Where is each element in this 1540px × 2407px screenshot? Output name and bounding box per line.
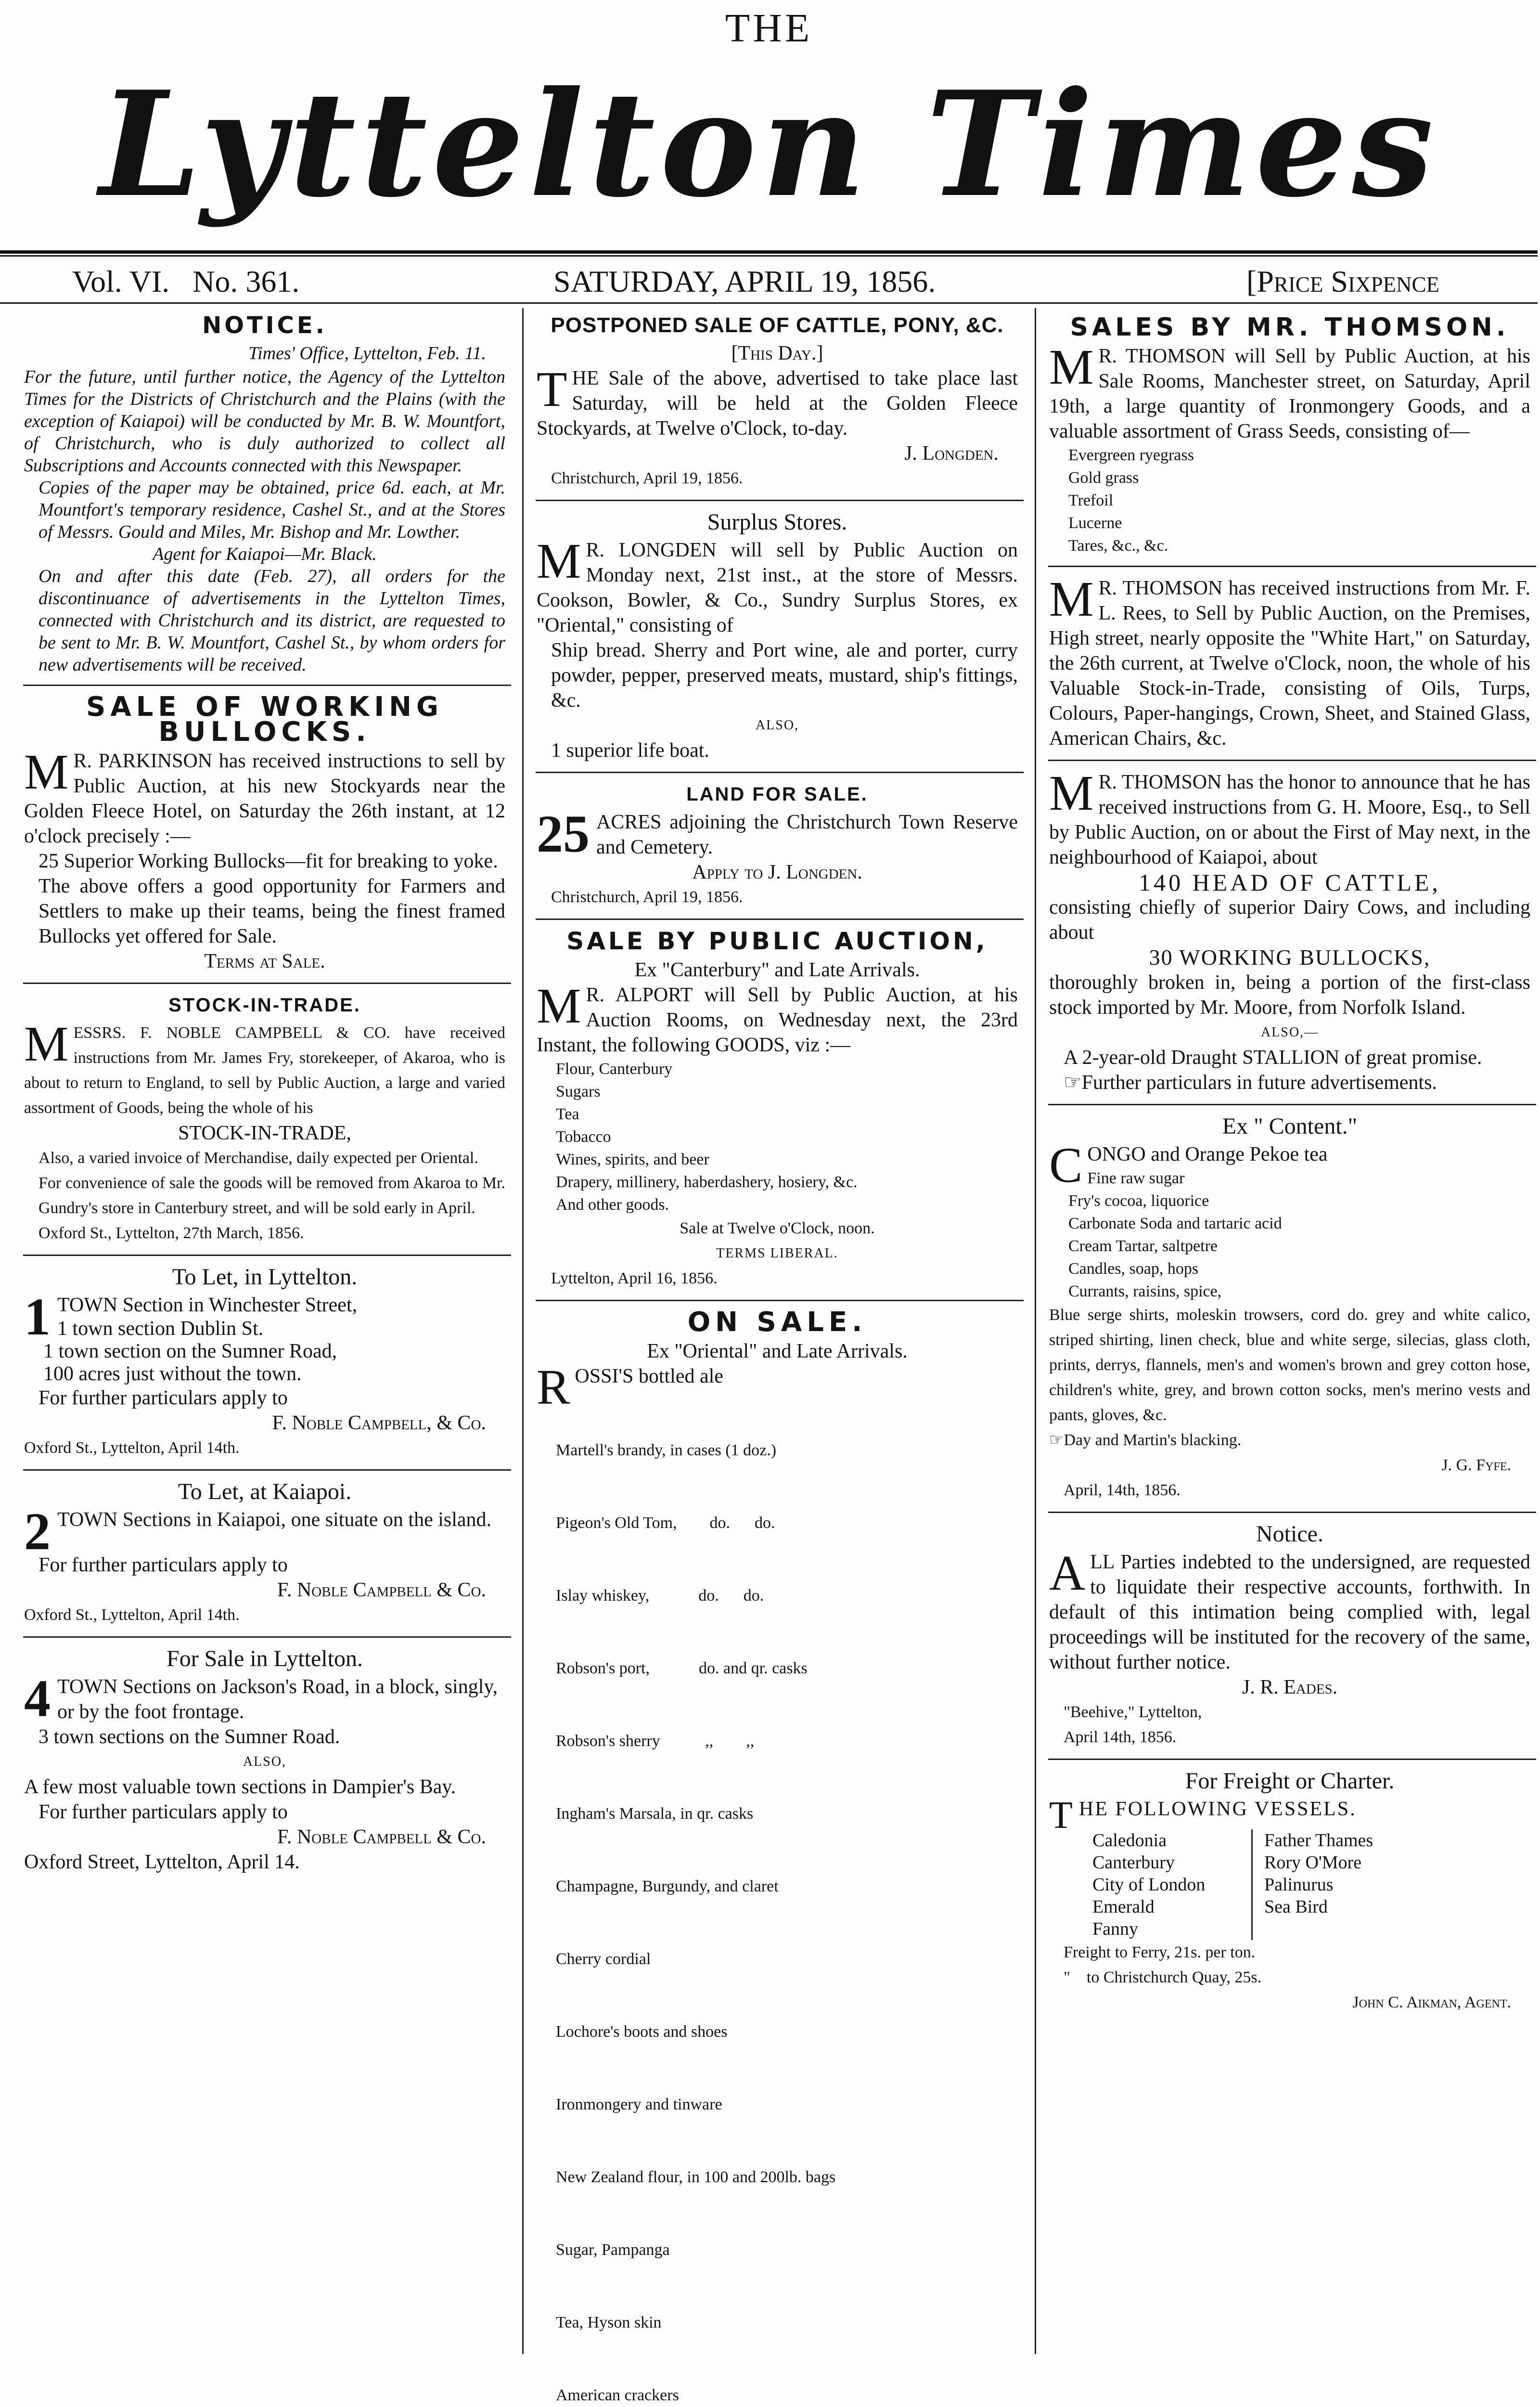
tolet2-body: TOWN Sections in Kaiapoi, one situate on the island. <box>57 1509 492 1531</box>
onsale1-item: New Zealand flour, in 100 and 200lb. bags <box>556 2168 836 2186</box>
auction-item: And other goods. <box>556 1196 669 1214</box>
onsale1-item: Robson's sherry ,, ,, <box>556 1732 755 1750</box>
auction-item: Flour, Canterbury <box>556 1060 673 1078</box>
vessel-name: Sea Bird <box>1264 1897 1328 1917</box>
vessel-name: Caledonia <box>1092 1830 1167 1851</box>
separator <box>23 685 511 686</box>
dateline-rule <box>0 302 1538 304</box>
freight-quay: " to Christchurch Quay, 25s. <box>1064 1968 1262 1986</box>
drop-cap: M <box>1049 571 1094 627</box>
eades-body: LL Parties indebted to the undersigned, are requested to liquidate their respective accounts, forthwith. In default of this intimation being complied with, legal proceedings will be instituted for the recovery of the same, without further notice. <box>1049 1551 1530 1673</box>
drop-cap: M <box>537 533 581 589</box>
eades-date: April 14th, 1856. <box>1064 1728 1177 1746</box>
column-rule-1 <box>522 308 524 2354</box>
drop-cap: A <box>1049 1545 1086 1601</box>
tolet2-heading: To Let, at Kaiapoi. <box>178 1479 352 1504</box>
separator <box>536 500 1024 501</box>
onsale1-heading: ON SALE. <box>687 1307 867 1338</box>
thomson3-body: R. THOMSON has the honor to announce that he has received instructions from G. H. Moore, Esq., to Sell by Public Auction, on or about the First of May next, in the neighbourhood of Kaiapoi, about <box>1049 771 1530 868</box>
freight-ferry: Freight to Ferry, 21s. per ton. <box>1064 1943 1256 1961</box>
stock-sit: STOCK-IN-TRADE, <box>178 1122 351 1144</box>
bullocks-body: R. PARKINSON has received instructions to sell by Public Auction, at his new Stockyards near the Golden Fleece Hotel, on Saturday the 26th instant, at 12 o'clock precisely :— <box>24 750 505 847</box>
separator <box>1048 760 1536 761</box>
onsale-oriental-ad <box>537 1307 1018 2407</box>
content-first: ONGO and Orange Pekoe tea <box>1087 1143 1328 1165</box>
content-sign: April, 14th, 1856. <box>1064 1481 1181 1499</box>
notice-agent: Agent for Kaiapoi—Mr. Black. <box>153 544 377 564</box>
stock-sign: Oxford St., Lyttelton, 27th March, 1856. <box>38 1224 304 1242</box>
thomson3-stallion: A 2-year-old Draught STALLION of great promise. <box>1064 1047 1482 1069</box>
postponed-name: J. Longden. <box>904 442 999 465</box>
tolet1-name: F. Noble Campbell, & Co. <box>272 1412 486 1434</box>
thomson-rees-ad <box>1049 571 1530 751</box>
tolet1-body: TOWN Section in Winchester Street, <box>57 1294 358 1316</box>
drop-cap: T <box>537 362 567 417</box>
forsale-few: A few most valuable town sections in Dampier's Bay. <box>24 1776 456 1798</box>
bullocks-item: 25 Superior Working Bullocks—fit for breaking to yoke. <box>38 850 498 872</box>
drop-cap: M <box>1049 765 1094 821</box>
content-item: Candles, soap, hops <box>1068 1260 1199 1278</box>
onsale1-item: Sugar, Pampanga <box>556 2241 670 2259</box>
forsale-apply: For further particulars apply to <box>38 1801 288 1823</box>
auction-sign: Lyttelton, April 16, 1856. <box>551 1269 718 1287</box>
masthead-title: Lyttelton Times <box>99 59 1438 229</box>
postponed-heading: POSTPONED SALE OF CATTLE, PONY, &C. <box>551 313 1004 337</box>
vessel-name: City of London <box>1092 1875 1206 1895</box>
tolet1-num: 1 <box>24 1287 51 1346</box>
land-heading: LAND FOR SALE. <box>686 784 868 805</box>
separator <box>1048 1512 1536 1513</box>
tolet2-sign: Oxford St., Lyttelton, April 14th. <box>24 1606 240 1624</box>
tolet-kaiapoi-ad <box>24 1479 505 1628</box>
thomson1-item: Tares, &c., &c. <box>1068 537 1168 555</box>
onsale1-item: Champagne, Burgundy, and claret <box>556 1877 779 1895</box>
eades-heading: Notice. <box>1256 1521 1323 1547</box>
forsale-sign: Oxford Street, Lyttelton, April 14. <box>24 1851 300 1873</box>
auction-item: Drapery, millinery, haberdashery, hosiery, &c. <box>556 1173 858 1191</box>
drop-cap: M <box>24 1016 69 1072</box>
bullocks-ad <box>24 691 505 974</box>
tolet1-line: 1 town section on the Sumner Road, <box>43 1340 337 1362</box>
onsale1-item: Martell's brandy, in cases (1 doz.) <box>556 1441 777 1459</box>
onsale1-item: Ingham's Marsala, in qr. casks <box>556 1805 754 1823</box>
onsale1-first: OSSI'S bottled ale <box>575 1365 723 1387</box>
tolet2-name: F. Noble Campbell & Co. <box>277 1579 486 1601</box>
tolet1-apply: For further particulars apply to <box>38 1387 288 1409</box>
auction-item: Wines, spirits, and beer <box>556 1151 709 1168</box>
auction-heading: SALE BY PUBLIC AUCTION, <box>566 927 988 955</box>
thomson3-further: Further particulars in future advertisements. <box>1081 1072 1437 1094</box>
column-2 <box>532 308 1027 2404</box>
drop-cap: M <box>1049 339 1094 395</box>
onsale1-item: Lochore's boots and shoes <box>556 2023 728 2041</box>
content-heading: Ex " Content." <box>1222 1113 1358 1139</box>
vessel-name: Emerald <box>1092 1897 1155 1917</box>
stock-body: ESSRS. F. NOBLE CAMPBELL & CO. have received instructions from Mr. James Fry, storekeeper, of Akaroa, who is about to return to England, to sell by Public Auction, a large and varied assortment of Goods, being the whole of his <box>24 1024 505 1117</box>
surplus-boat: 1 superior life boat. <box>551 739 709 762</box>
auction-item: Tea <box>556 1105 579 1123</box>
thomson2-body: R. THOMSON has received instructions from Mr. F. L. Rees, to Sell by Public Auction, on the Premises, High street, nearly opposite the "White Hart," on Saturday, the 26th current, at Twelve o'Clock, noon, the whole of his Valuable Stock-in-Trade, consisting of Oils, Turps, Colours, Paper-hangings, Crown, Sheet, and Stained Glass, American Chairs, &c. <box>1049 577 1530 750</box>
content-item: Fine raw sugar <box>1087 1169 1185 1187</box>
forsale-body: TOWN Sections on Jackson's Road, in a block, singly, or by the foot frontage. <box>57 1676 498 1723</box>
tolet-lyttelton-ad <box>24 1265 505 1461</box>
separator <box>23 1636 511 1638</box>
freight-ad <box>1049 1769 1530 2015</box>
content-blacking: Day and Martin's blacking. <box>1064 1431 1242 1449</box>
onsale1-item: American crackers <box>556 2386 679 2404</box>
surplus-heading: Surplus Stores. <box>707 509 847 535</box>
onsale1-sub: Ex "Oriental" and Late Arrivals. <box>647 1340 908 1362</box>
bullocks-heading: SALE OF WORKING BULLOCKS. <box>86 691 444 748</box>
thomson3-bullocks: 30 WORKING BULLOCKS, <box>1149 945 1431 970</box>
auction-terms: TERMS LIBERAL. <box>716 1246 838 1261</box>
tolet1-line: 1 town section Dublin St. <box>57 1318 264 1340</box>
thomson1-item: Trefoil <box>1068 492 1114 509</box>
drop-cap: T <box>1049 1794 1074 1837</box>
auction-sub: Ex "Canterbury" and Late Arrivals. <box>634 959 920 981</box>
column-3 <box>1044 308 1540 2359</box>
thomson-moore-ad <box>1049 765 1530 1095</box>
separator <box>1048 1759 1536 1760</box>
notice-copies: Copies of the paper may be obtained, price 6d. each, at Mr. Mountfort's temporary residence, Cashel St., and at the Stores of Messrs. Gould and Miles, Mr. Bishop and Mr. Lowther. <box>38 478 505 542</box>
onsale1-item: Pigeon's Old Tom, do. do. <box>556 1514 775 1532</box>
tolet1-line: 100 acres just without the town. <box>43 1363 302 1385</box>
surplus-also: ALSO, <box>755 718 799 733</box>
stock-heading: STOCK-IN-TRADE. <box>168 995 361 1016</box>
separator <box>23 983 511 984</box>
separator <box>536 772 1024 773</box>
vessel-name: Palinurus <box>1264 1875 1334 1895</box>
onsale1-item: Cherry cordial <box>556 1950 651 1968</box>
freight-first: HE FOLLOWING VESSELS. <box>1078 1798 1357 1820</box>
thomson3-consisting: consisting chiefly of superior Dairy Cows, and including about <box>1049 896 1530 944</box>
content-item: Currants, raisins, spice, <box>1068 1282 1222 1300</box>
postponed-body: HE Sale of the above, advertised to take place last Saturday, will be held at the Golden Fleece Stockyards, at Twelve o'Clock, to-day. <box>537 367 1018 440</box>
tolet1-sign: Oxford St., Lyttelton, April 14th. <box>24 1439 240 1457</box>
thomson1-heading: SALES BY MR. THOMSON. <box>1070 313 1510 342</box>
thomson1-item: Evergreen ryegrass <box>1068 446 1194 464</box>
thomson1-body: R. THOMSON will Sell by Public Auction, at his Sale Rooms, Manchester street, on Saturday, April 19th, a large quantity of Ironmongery Goods, and a valuable assortment of Grass Seeds, consisting of— <box>1049 345 1530 442</box>
forsale-line2: 3 town sections on the Sumner Road. <box>38 1726 340 1748</box>
stock-also: Also, a varied invoice of Merchandise, daily expected per Oriental. <box>38 1149 478 1167</box>
auction-item: Tobacco <box>556 1128 611 1146</box>
vessel-name: Canterbury <box>1092 1852 1175 1873</box>
drop-cap: M <box>24 744 69 800</box>
forsale-name: F. Noble Campbell & Co. <box>277 1826 486 1848</box>
bullocks-offers: The above offers a good opportunity for Farmers and Settlers to make up their teams, being the finest framed Bullocks yet offered for Sale. <box>38 875 505 947</box>
auction-item: Sugars <box>556 1083 601 1100</box>
thomson1-item: Gold grass <box>1068 469 1139 487</box>
vessel-name: Rory O'More <box>1264 1852 1362 1873</box>
column-1 <box>19 308 515 2359</box>
eades-name: J. R. Eades. <box>1242 1676 1338 1698</box>
masthead-the: THE <box>725 6 813 51</box>
bullocks-terms: Terms at Sale. <box>204 950 325 972</box>
content-name: J. G. Fyfe. <box>1441 1456 1511 1474</box>
eades-notice-ad <box>1049 1522 1530 1750</box>
forsale-num: 4 <box>24 1669 51 1728</box>
forsale-heading: For Sale in Lyttelton. <box>167 1646 363 1671</box>
separator <box>536 919 1024 920</box>
tolet2-apply: For further particulars apply to <box>38 1554 288 1576</box>
eades-place: "Beehive," Lyttelton, <box>1064 1703 1202 1721</box>
tolet1-heading: To Let, in Lyttelton. <box>172 1264 358 1290</box>
freight-name: John C. Aikman, Agent. <box>1352 1993 1511 2011</box>
thomson1-item: Lucerne <box>1068 514 1122 532</box>
notice-place: Times' Office, Lyttelton, Feb. 11. <box>248 343 486 363</box>
notice-body: For the future, until further notice, the Agency of the Lyttelton Times for the Districts of Christchurch and the Plains (with the exception of Kaiapoi) will be conducted by Mr. B. W. Mountfort, of Christchurch, who is duly authorized to collect all Subscriptions and Accounts connected with this Newspaper. <box>24 367 505 476</box>
issue-number: No. 361. <box>192 264 300 298</box>
content-item: Fry's cocoa, liquorice <box>1068 1192 1209 1210</box>
land-num: 25 <box>537 804 590 863</box>
notice-ad <box>24 313 505 676</box>
land-ad <box>537 782 1018 910</box>
drop-cap: M <box>537 978 581 1034</box>
separator <box>536 1300 1024 1301</box>
onsale1-item: Ironmongery and tinware <box>556 2096 722 2113</box>
onsale1-item: Islay whiskey, do. do. <box>556 1587 764 1605</box>
content-body: Blue serge shirts, moleskin trowsers, cord do. grey and white calico, striped shirting, linen check, blue and white serge, silecias, glass cloth, prints, derrys, flannels, men's and women's brown and grey cotton hose, children's white, grey, and brown cotton socks, men's merino vests and pants, gloves, &c. <box>1049 1306 1530 1424</box>
notice-after: On and after this date (Feb. 27), all orders for the discontinuance of advertisements in the Lyttelton Times, connected with Christchurch and its district, are requested to be sent to Mr. B. W. Mountfort, Cashel St., by whom orders for new advertisements will be received. <box>38 566 505 675</box>
notice-heading: NOTICE. <box>202 312 327 339</box>
postponed-sign: Christchurch, April 19, 1856. <box>551 469 743 487</box>
content-item: Carbonate Soda and tartaric acid <box>1068 1215 1282 1232</box>
land-body: ACRES adjoining the Christchurch Town Reserve and Cemetery. <box>596 811 1018 858</box>
postponed-ad <box>537 313 1018 491</box>
onsale1-item: Tea, Hyson skin <box>556 2314 662 2331</box>
postponed-sub: [This Day.] <box>731 342 823 364</box>
masthead-rule-inner <box>0 255 1538 257</box>
stock-ad <box>24 993 505 1246</box>
separator <box>23 1469 511 1471</box>
onsale1-item: Robson's port, do. and qr. casks <box>556 1659 808 1677</box>
issue-price: [Price Sixpence <box>1246 264 1439 298</box>
surplus-items: Ship bread. Sherry and Port wine, ale and porter, curry powder, pepper, preserved meats, mustard, ship's fittings, &c. <box>551 639 1018 712</box>
separator <box>1048 1104 1536 1105</box>
vessel-name: Fanny <box>1092 1919 1138 1939</box>
issue-date: SATURDAY, APRIL 19, 1856. <box>553 264 936 298</box>
thomson-seeds-ad <box>1049 315 1530 557</box>
auction-ad <box>537 929 1018 1291</box>
freight-heading: For Freight or Charter. <box>1185 1768 1395 1794</box>
masthead-rule-top <box>0 250 1538 254</box>
drop-cap: C <box>1049 1138 1083 1193</box>
vessel-name: Father Thames <box>1264 1830 1373 1851</box>
content-item: Cream Tartar, saltpetre <box>1068 1237 1218 1255</box>
auction-time: Sale at Twelve o'Clock, noon. <box>680 1219 875 1237</box>
land-sign: Christchurch, April 19, 1856. <box>551 888 743 906</box>
forsale-ad <box>24 1646 505 1875</box>
tolet2-num: 2 <box>24 1502 51 1561</box>
separator <box>23 1255 511 1256</box>
land-apply: Apply to J. Longden. <box>692 861 862 883</box>
thomson3-also: ALSO,— <box>1260 1025 1319 1040</box>
surplus-ad <box>537 510 1018 763</box>
forsale-also: ALSO, <box>243 1754 287 1769</box>
pointing-hand-icon: ☞ <box>1064 1072 1082 1094</box>
surplus-body: R. LONGDEN will sell by Public Auction on Monday next, 21st inst., at the store of Messrs. Cookson, Bowler, & Co., Sundry Surplus Stores, ex "Oriental," consisting of <box>537 539 1018 636</box>
drop-cap: R <box>537 1359 570 1415</box>
thomson3-broken: thoroughly broken in, being a portion of the first-class stock imported by Mr. Moore, from Norfolk Island. <box>1049 971 1530 1019</box>
volume: Vol. VI. <box>72 264 170 298</box>
auction-body: R. ALPORT will Sell by Public Auction, at his Auction Rooms, on Wednesday next, the 23rd Instant, the following GOODS, viz :— <box>537 984 1018 1056</box>
pointing-hand-icon: ☞ <box>1049 1431 1064 1449</box>
separator <box>1048 566 1536 567</box>
thomson3-cattle: 140 HEAD OF CATTLE, <box>1139 869 1441 896</box>
stock-convenience: For convenience of sale the goods will be removed from Akaroa to Mr. Gundry's store in Canterbury street, and will be sold early in April. <box>38 1174 505 1217</box>
column-rule-2 <box>1035 308 1036 2354</box>
content-ad <box>1049 1114 1530 1503</box>
volume-number <box>72 260 299 303</box>
